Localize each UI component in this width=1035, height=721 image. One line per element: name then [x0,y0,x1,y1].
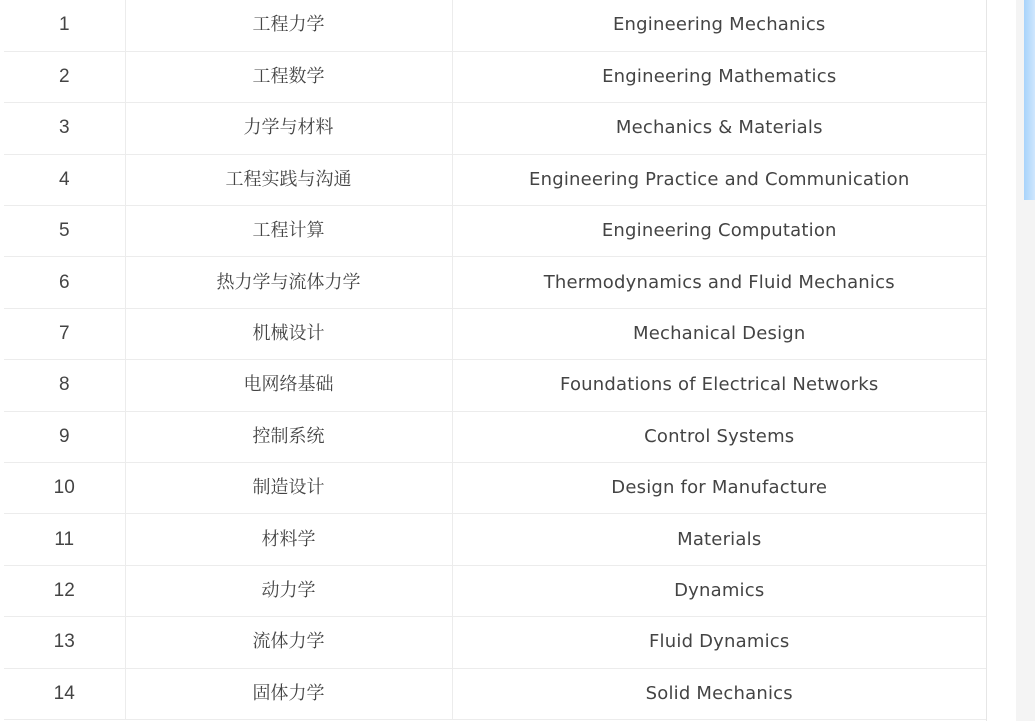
course-number: 4 [4,154,125,205]
course-name-english: Thermodynamics and Fluid Mechanics [452,257,986,308]
course-name-chinese: 工程计算 [125,206,452,257]
course-number: 14 [4,668,125,719]
table-row [4,668,986,719]
course-name-english: Design for Manufacture [452,463,986,514]
table-row [4,360,986,411]
course-number: 12 [4,565,125,616]
course-name-chinese: 动力学 [125,565,452,616]
table-row [4,103,986,154]
course-name-english: Materials [452,514,986,565]
table-row [4,565,986,616]
course-name-english: Foundations of Electrical Networks [452,360,986,411]
course-name-chinese: 控制系统 [125,411,452,462]
table-row [4,411,986,462]
course-table-body [4,0,986,719]
course-table [4,0,986,720]
table-row [4,154,986,205]
course-number: 11 [4,514,125,565]
course-number: 2 [4,51,125,102]
course-name-chinese: 力学与材料 [125,103,452,154]
course-name-english: Dynamics [452,565,986,616]
course-name-chinese: 制造设计 [125,463,452,514]
table-row [4,257,986,308]
course-name-english: Engineering Mechanics [452,0,986,51]
course-number: 5 [4,206,125,257]
course-name-chinese: 材料学 [125,514,452,565]
course-number: 6 [4,257,125,308]
course-number: 9 [4,411,125,462]
course-name-english: Engineering Computation [452,206,986,257]
course-name-english: Engineering Mathematics [452,51,986,102]
course-number: 7 [4,308,125,359]
course-name-chinese: 机械设计 [125,308,452,359]
table-row [4,308,986,359]
course-name-chinese: 流体力学 [125,617,452,668]
course-name-english: Mechanics & Materials [452,103,986,154]
course-name-english: Fluid Dynamics [452,617,986,668]
course-number: 3 [4,103,125,154]
course-number: 13 [4,617,125,668]
vertical-scrollbar[interactable] [1016,0,1035,721]
course-number: 10 [4,463,125,514]
course-number: 8 [4,360,125,411]
course-name-chinese: 工程力学 [125,0,452,51]
course-name-english: Solid Mechanics [452,668,986,719]
table-row [4,617,986,668]
course-name-english: Engineering Practice and Communication [452,154,986,205]
course-number: 1 [4,0,125,51]
course-name-chinese: 热力学与流体力学 [125,257,452,308]
course-name-english: Control Systems [452,411,986,462]
course-name-chinese: 工程实践与沟通 [125,154,452,205]
table-row [4,463,986,514]
course-name-chinese: 电网络基础 [125,360,452,411]
scrollbar-thumb[interactable] [1024,0,1035,200]
table-row [4,0,986,51]
table-row [4,51,986,102]
table-row [4,206,986,257]
course-table-container [4,0,987,721]
table-row [4,514,986,565]
course-name-english: Mechanical Design [452,308,986,359]
course-name-chinese: 工程数学 [125,51,452,102]
course-name-chinese: 固体力学 [125,668,452,719]
